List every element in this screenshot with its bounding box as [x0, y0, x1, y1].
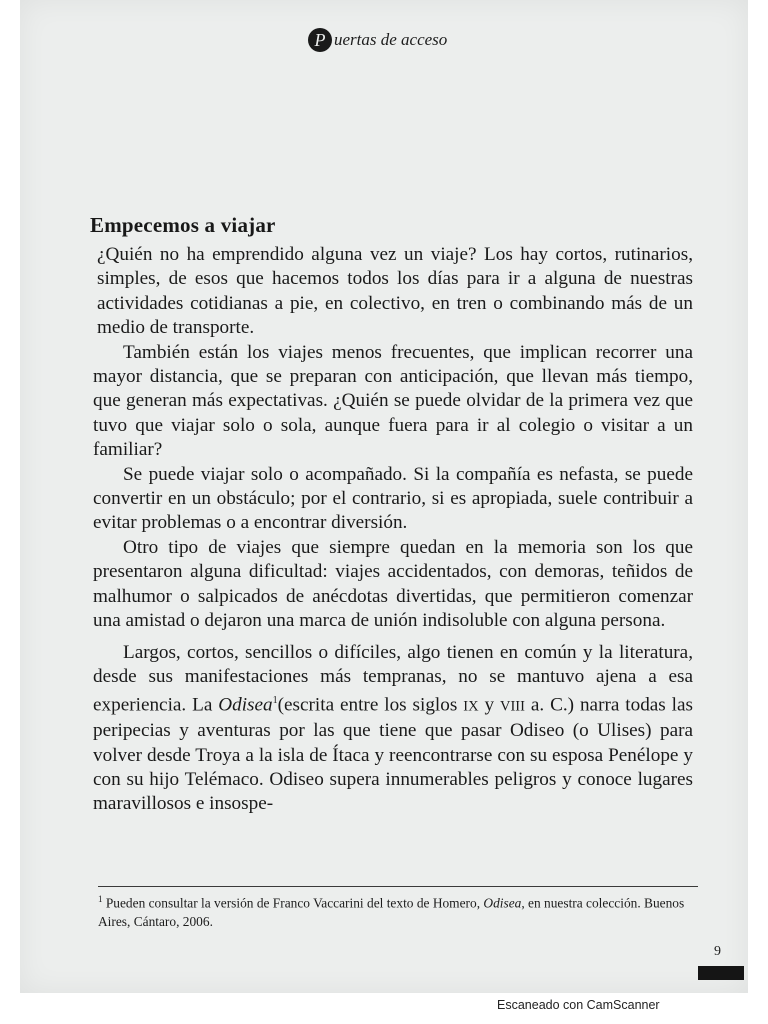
century-viii: VIII	[499, 698, 525, 715]
paragraph-5-and: y	[478, 694, 500, 716]
paragraph-5-start: Largos, cortos, sencillos o difíciles, algo tienen en común y la literatura, desde sus manifestaciones más tempranas, no se mantuvo ajena a esa experiencia. La	[93, 641, 693, 716]
book-page	[20, 0, 748, 993]
paragraph-1: ¿Quién no ha emprendido alguna vez un viaje? Los hay cortos, rutinarios, simples, de esos que hacemos todos los días para ir a alguna de nuestras actividades cotidianas a pie, en colectivo, en tren o combinando más de un medio de transporte.	[97, 244, 693, 339]
footnote	[98, 890, 698, 931]
section-title: Empecemos a viajar	[90, 213, 276, 237]
footnote-reference: 1	[272, 695, 278, 707]
paragraph-5-mid: (escrita entre los siglos	[277, 694, 464, 716]
page-number: 9	[714, 944, 721, 959]
footnote-mark: 1	[98, 894, 103, 904]
page-number-bar	[698, 966, 744, 980]
paragraph-4: Otro tipo de viajes que siempre quedan en la memoria son los que presentaron alguna dificultad: viajes accidentados, con demoras, teñidos de malhumor o salpicados de anécdotas divertidas, que permitieron comenzar una amistad o dejaron una marca de unión indisoluble con alguna persona.	[93, 536, 693, 632]
running-header	[308, 28, 447, 52]
scanner-watermark: Escaneado con CamScanner	[497, 998, 660, 1012]
work-title-odisea: Odisea	[218, 694, 273, 716]
footnote-text-end: , en nuestra colección. Buenos Aires, Cántaro, 2006.	[98, 895, 685, 930]
paragraph-2: También están los viajes menos frecuentes, que implican recorrer una mayor distancia, que se preparan con anticipación, que llevan más tiempo, que generan más expectativas. ¿Quién se puede olvidar de la primera vez que tuvo que viajar solo o sola, aunque fuera para ir al colegio o visitar a un familiar?	[93, 341, 693, 461]
footnote-divider	[98, 886, 698, 887]
paragraph-3: Se puede viajar solo o acompañado. Si la compañía es nefasta, se puede convertir en un obstáculo; por el contrario, si es apropiada, suele contribuir a evitar problemas o a encontrar diversión.	[93, 463, 693, 534]
paragraph-5	[93, 641, 693, 817]
century-ix: IX	[463, 698, 479, 715]
body-text	[93, 243, 693, 817]
footnote-text-start: Pueden consultar la versión de Franco Vaccarini del texto de Homero,	[102, 895, 484, 911]
paragraph-5-end: a. C.) narra todas las peripecias y aventuras por las que tiene que pasar Odiseo (o Ulises) para volver desde Troya a la isla de Ítaca y reencontrarse con su esposa Penélope y con su hijo Telémaco. Odiseo supera innumerables peligros y conoce lugares maravillosos e insospe-	[93, 694, 693, 815]
header-title: uertas de acceso	[334, 30, 448, 49]
footnote-work-title: Odisea	[483, 895, 522, 911]
header-initial: P	[308, 28, 332, 52]
